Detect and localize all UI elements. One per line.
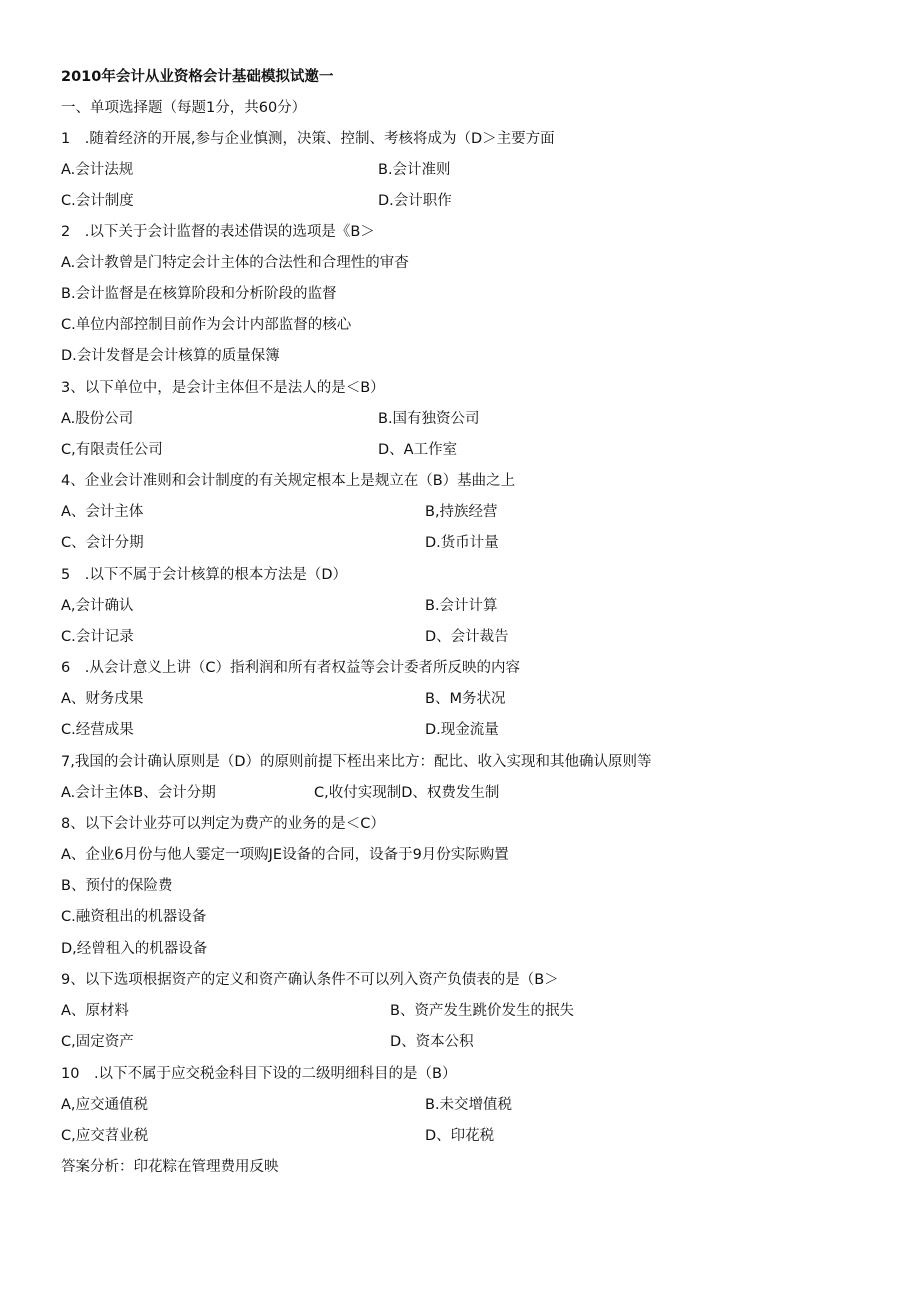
question-3-stem: 3、以下单位中，是会计主体但不是法人的是＜B）	[61, 380, 385, 396]
question-3-option-b: B.国有独资公司	[378, 411, 480, 427]
question-5-option-b: B.会计计算	[425, 598, 498, 614]
section-heading: 一、单项选择题（每题1分，共60分）	[61, 100, 307, 116]
question-3-option-a: A.股份公司	[61, 411, 134, 427]
question-8-stem: 8、以下会计业芬可以判定为费产的业务的是＜C）	[61, 816, 385, 832]
question-10-stem: 10 .以下不属于应交税金科目下设的二级明细科目的是（B）	[61, 1066, 457, 1082]
question-4-stem: 4、企业会计准则和会计制度的有关规定根本上是觌立在（B）基曲之上	[61, 473, 516, 489]
question-6-option-a: A、财务戌果	[61, 691, 144, 707]
question-2-option-b: B.会计监督是在核算阶段和分析阶段的监督	[61, 286, 337, 302]
question-2-option-d: D.会计发督是会计核算的质量保簿	[61, 348, 280, 364]
question-4-option-c: C、会计分期	[61, 535, 144, 551]
question-5-stem: 5 .以下不属于会计核算的根本方法是（D）	[61, 567, 347, 583]
question-9-option-d: D、资本公积	[390, 1034, 474, 1050]
question-10-option-c: C,应交苕业税	[61, 1128, 149, 1144]
question-6-option-c: C.经营成果	[61, 722, 134, 738]
question-9-option-b: B、资产发生跳价发生的抿失	[390, 1003, 574, 1019]
question-9-stem: 9、以下选项根据资产的定义和资产确认条件不可以列入资产负债表的是（B＞	[61, 972, 559, 988]
question-6-option-d: D.现金流量	[425, 722, 499, 738]
answer-note: 答案分析：印花粽在管理费用反映	[61, 1159, 279, 1175]
question-1-option-a: A.会计法规	[61, 162, 134, 178]
question-1-option-c: C.会计制度	[61, 193, 134, 209]
question-5-option-a: A,会计确认	[61, 598, 134, 614]
question-6-option-b: B、M务状况	[425, 691, 506, 707]
question-3-option-c: C,有限责任公司	[61, 442, 163, 458]
document-title: 2010年会计从业资格会计基础模拟试邀一	[61, 69, 334, 85]
question-10-option-d: D、印花税	[425, 1128, 495, 1144]
question-1-stem: 1 .随着经济的开展,参与企业慎测，决策、控制、考核将成为（D＞主要方面	[61, 131, 555, 147]
question-2-stem: 2 .以下关于会计监督的表述借误的选项是《B＞	[61, 224, 375, 240]
question-5-option-c: C.会计记录	[61, 629, 134, 645]
question-4-option-b: B,持族经营	[425, 504, 498, 520]
question-7-options-ab: A.会计主体B、会计分期	[61, 785, 216, 801]
question-8-option-d: D,经曾租入的机器设备	[61, 941, 208, 957]
question-9-option-a: A、原材料	[61, 1003, 129, 1019]
question-8-option-c: C.融资租出的机器设备	[61, 909, 207, 925]
question-10-option-b: B.未交增值税	[425, 1097, 513, 1113]
question-3-option-d: D、A工作室	[378, 442, 458, 458]
question-4-option-a: A、会计主体	[61, 504, 144, 520]
question-5-option-d: D、会计裁告	[425, 629, 509, 645]
question-2-option-c: C.单位内部控制目前作为会计内部监督的核心	[61, 317, 352, 333]
question-7-options-cd: C,收付实现制D、权费发生制	[314, 785, 500, 801]
question-1-option-d: D.会计职作	[378, 193, 452, 209]
question-2-option-a: A.会计教曾是门特定会计主体的合法性和合理性的审杳	[61, 255, 409, 271]
question-8-option-a: A、企业6月份与他人霎定一项购JE设备的合同，设备于9月份实际购置	[61, 847, 509, 863]
question-4-option-d: D.货币计量	[425, 535, 499, 551]
question-9-option-c: C,固定资产	[61, 1034, 134, 1050]
question-10-option-a: A,应交通值税	[61, 1097, 149, 1113]
question-7-stem: 7,我国的会计确认原则是（D）的原则前提下桎出来比方：配比、收入实现和其他确认原则等	[61, 754, 652, 770]
question-8-option-b: B、预付的保险费	[61, 878, 173, 894]
question-1-option-b: B.会计准则	[378, 162, 451, 178]
question-6-stem: 6 .从会计意义上讲（C）指利润和所有者权益等会计委者所反映的内容	[61, 660, 520, 676]
